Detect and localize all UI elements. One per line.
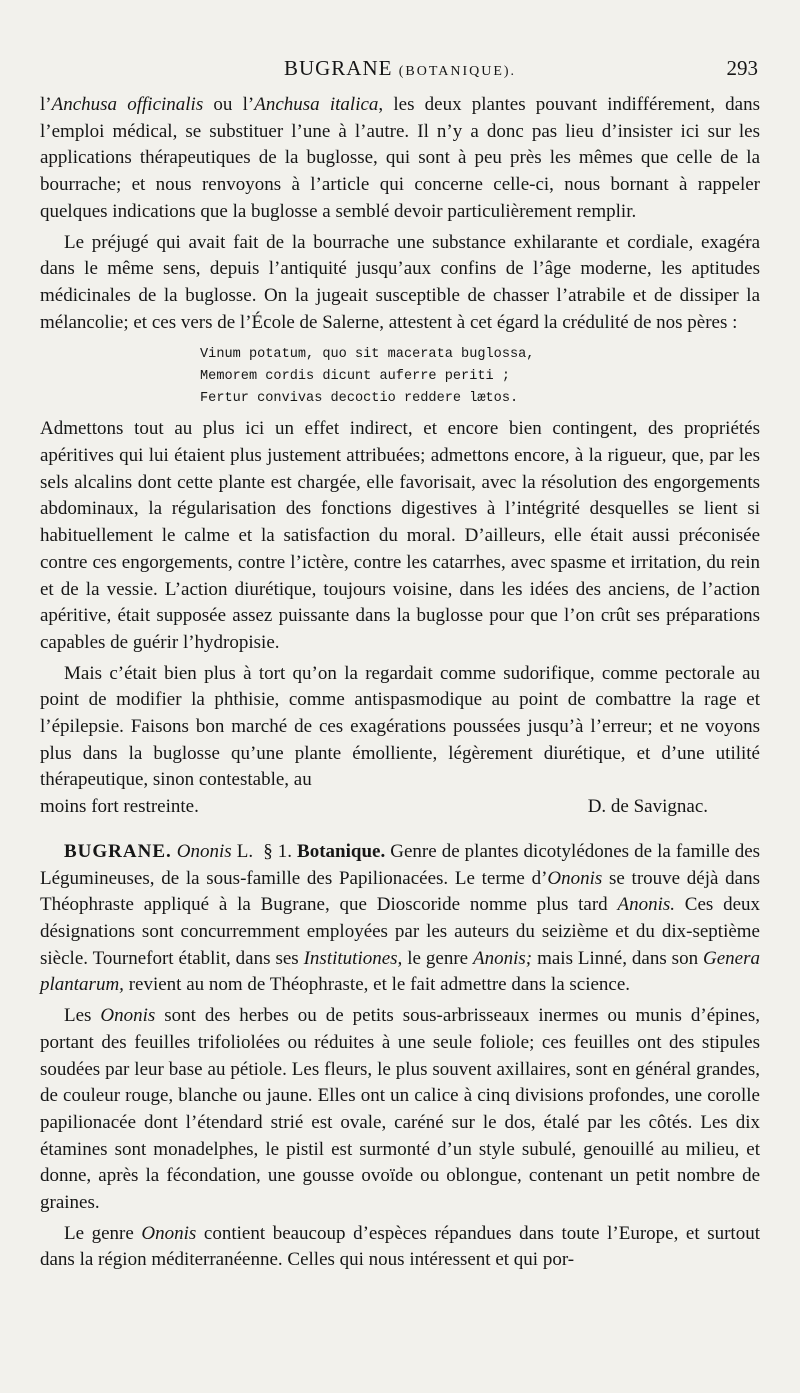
entry-bugrane: BUGRANE. Ononis L. § 1. Botanique. Genre de plantes dicotylédones de la famille des Légumineuses, de la sous-famille des Papilionacées. Le terme d’Ononis se trouve déjà dans Théophraste appliqué à la Bugrane, que Dioscoride nomme plus tard Anonis. Ces deux désignations sont concurremment employées par les auteurs du seizième et du dix-septième siècle. Tournefort établit, dans ses Institutiones, le genre Anonis; mais Linné, dans son Genera plantarum, revient au nom de Théophraste, et le fait admettre dans la science. xyxy=(40,840,761,996)
paragraph-6: Les Ononis sont des herbes ou de petits sous-arbrisseaux inermes ou munis d’épines, portant des feuilles trifoliolées ou réduites à une seule foliole; ces feuilles ont des stipules soudées par leur base au pétiole. Les fleurs, le plus souvent axillaires, sont en général grandes, de couleur rouge, blanche ou jaune. Elles ont un calice à cinq divisions profondes, une corolle papilionacée dont l’étendard strié est ovale, caréné sur le dos, étalé par les côtés. Les dix étamines sont monadelphes, le pistil est surmonté d’un style subulé, genouillé au milieu, et donne, après la fécondation, une gousse ovoïde ou oblongue, contenant un petit nombre de graines. xyxy=(40,1005,760,1214)
verse-line: Fertur convivas decoctio reddere lætos. xyxy=(200,391,519,407)
section-title: Botanique. xyxy=(297,840,386,862)
entry-headword: BUGRANE. xyxy=(64,840,172,862)
article-body xyxy=(40,92,760,1274)
latin-verse xyxy=(200,344,760,410)
running-title xyxy=(0,56,800,81)
paragraph-3: Admettons tout au plus ici un effet indirect, et encore bien contingent, des propriétés apéritives qui lui étaient plus justement attribuées; admettons encore, à la rigueur, que, par les sels alcalins dont cette plante est chargée, elle favorisait, avec la résolution des engorgements abdominaux, la régularisation des fonctions digestives à l’intégrité desquelles se lient si habituellement le calme et la satisfaction du moral. D’ailleurs, elle était aussi préconisée contre ces engorgements, contre l’ictère, contre les catarrhes, avec spasme et irritation, du rein et de la vessie. L’action diurétique, toujours voisine, dans les idées des anciens, de l’action apéritive, était supposée assez puissante dans la buglosse pour que l’on crût ses préparations capables de guérir l’hydropisie. xyxy=(40,418,760,653)
verse-line: Vinum potatum, quo sit macerata buglossa, xyxy=(200,347,535,363)
section-mark: § 1. xyxy=(263,840,292,862)
header-title: BUGRANE xyxy=(283,56,393,80)
paragraph-2: Le préjugé qui avait fait de la bourrache une substance exhilarante et cordiale, exagéra dans le même sens, depuis l’antiquité jusqu’aux confins de l’âge moderne, les aptitudes médicinales de la buglosse. On la jugeait susceptible de chasser l’atrabile et de dissiper la mélancolie; et ces vers de l’École de Salerne, attestent à cet égard la crédulité de nos pères : xyxy=(40,231,760,333)
paragraph-7: Le genre Ononis contient beaucoup d’espèces répandues dans toute l’Europe, et surtout dans la région méditerranéenne. Celles qui nous intéressent et qui por- xyxy=(40,1222,760,1271)
header-subtitle: (BOTANIQUE). xyxy=(398,64,517,79)
signature: D. de Savignac. xyxy=(587,796,708,818)
signature-line xyxy=(40,794,760,821)
page-number: 293 xyxy=(726,56,758,80)
paragraph-4-end: moins fort restreinte. xyxy=(40,796,199,818)
verse-line: Memorem cordis dicunt auferre periti ; xyxy=(200,369,510,385)
paragraph-4: Mais c’était bien plus à tort qu’on la regardait comme sudorifique, comme pectorale au point de modifier la phthisie, comme antispasmodique au point de combattre la rage et l’épilepsie. Faisons bon marché de ces exagérations poussées jusqu’à l’erreur; et ne voyons plus dans la buglosse qu’une plante émolliente, légèrement diurétique, et d’une utilité thérapeutique, sinon contestable, au xyxy=(40,662,760,791)
paragraph-1: l’Anchusa officinalis ou l’Anchusa italica, les deux plantes pouvant indifférement, dans l’emploi médical, se substituer l’une à l’autre. Il n’y a donc pas lieu d’insister ici sur les applications thérapeutiques de la buglosse, qui sont à peu près les mêmes que celle de la bourrache; et nous renvoyons à l’article qui concerne celle-ci, nous bornant à rappeler quelques indications que la buglosse a semblé devoir particulièrement remplir. xyxy=(40,94,761,222)
running-header xyxy=(0,52,800,82)
